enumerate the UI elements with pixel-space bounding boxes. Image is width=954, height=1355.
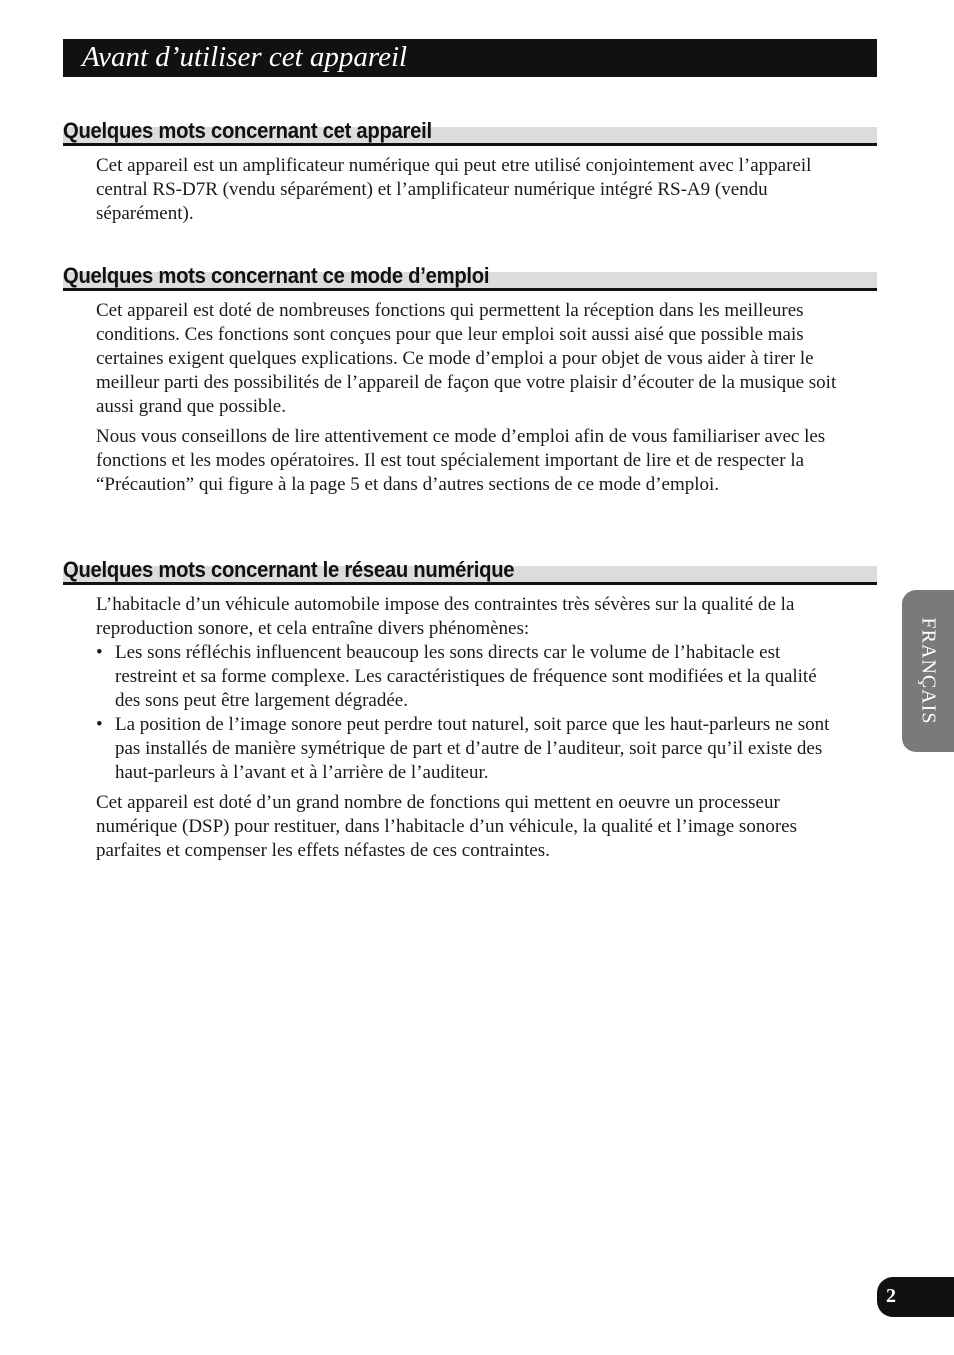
section-heading-label: Quelques mots concernant le réseau numérique [63,557,515,582]
page-title: Avant d’utiliser cet appareil [82,41,408,73]
section-heading-label: Quelques mots concernant cet appareil [63,118,432,143]
paragraph-intro: L’habitacle d’un véhicule automobile impose des contraintes très sévères sur la qualité de la reproduction sonore, et cela entraîne divers phénomènes: [96,594,795,639]
paragraph: Cet appareil est un amplificateur numérique qui peut etre utilisé conjointement avec l’appareil central RS-D7R (vendu séparément) et l’amplificateur numérique intégré RS-A9 (vendu séparément). [96,155,812,224]
page-number-tab [877,1277,954,1317]
bullet-item [96,641,838,713]
section-heading-mode-emploi [63,258,877,291]
section-heading-reseau-numerique [63,552,877,585]
bullet-text: La position de l’image sonore peut perdre tout naturel, soit parce que les haut-parleurs ne sont pas installés de manière symétrique de part et d’autre de l’auditeur, soit parce qu’il existe des haut-parleurs à l’avant et à l’arrière de l’auditeur. [115,714,830,783]
bullet-icon: • [96,714,103,735]
section-heading-label: Quelques mots concernant ce mode d’emploi [63,263,490,288]
bullet-item [96,713,838,785]
section-heading-appareil [63,113,877,146]
paragraph-outro: Cet appareil est doté d’un grand nombre de fonctions qui mettent en oeuvre un processeur numérique (DSP) pour restituer, dans l’habitacle d’un véhicule, la qualité et l’image sonores parfaites et compenser les effets néfastes de ces contraintes. [96,792,797,861]
paragraph: Cet appareil est doté de nombreuses fonctions qui permettent la réception dans les meilleures conditions. Ces fonctions sont conçues pour que leur emploi soit aussi aisé que possible mais certaines exigent quelques explications. Ce mode d’emploi a pour objet de vous aider à tirer le meilleur parti des possibilités de l’appareil de façon que votre plaisir d’écouter de la musique soit aussi grand que possible. [96,300,837,417]
page-number: 2 [886,1285,896,1307]
bullet-text: Les sons réfléchis influencent beaucoup les sons directs car le volume de l’habitacle est restreint et sa forme complexe. Les caractéristiques de fréquence sont modifiées et la qualité des sons peut être largement dégradée. [115,642,817,711]
paragraph: Nous vous conseillons de lire attentivement ce mode d’emploi afin de vous familiariser avec les fonctions et les modes opératoires. Il est tout spécialement important de lire et de respecter la “Précaution” qui figure à la page 5 et dans d’autres sections de ce mode d’emploi. [96,426,826,495]
language-tab-label: FRANÇAIS [917,617,940,725]
language-tab [902,590,954,752]
bullet-icon: • [96,642,103,663]
page-header-bar [63,39,877,77]
